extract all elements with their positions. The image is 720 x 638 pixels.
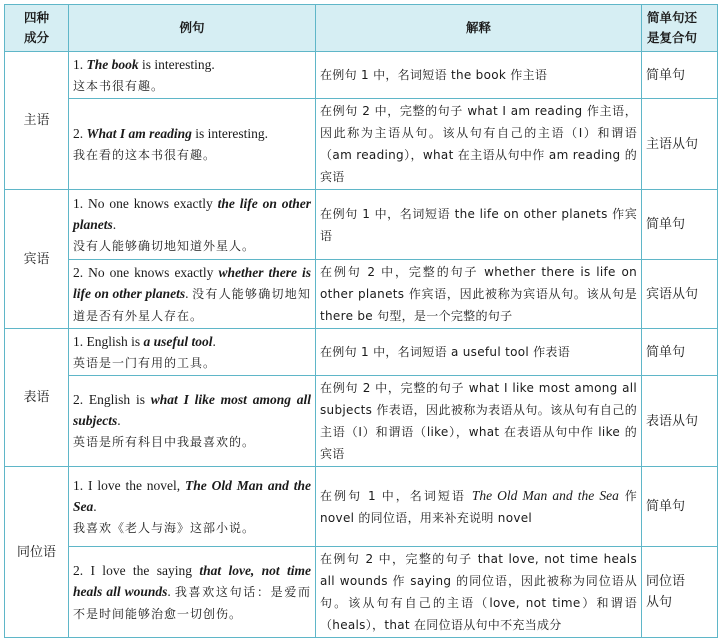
example-chinese: 这本书很有趣。 xyxy=(73,78,165,93)
example-chinese: 我喜欢《老人与海》这部小说。 xyxy=(73,520,256,535)
explanation-text: 在例句 2 中，完整的句子 what I like most among all subjects 作表语，因此被称为表语从句。该从句有自己的主语（I）和谓语（like），what 在表语从句中作 like 的宾语 xyxy=(320,381,637,461)
text-run: 2. English is xyxy=(73,392,151,407)
text-run: . xyxy=(93,498,97,514)
sentence-type-cell: 简单句 xyxy=(642,52,718,99)
explanation-text: 在例句 1 中，名词短语 xyxy=(320,488,472,503)
explanation-cell xyxy=(316,260,642,329)
example-chinese-line xyxy=(73,144,311,166)
example-chinese-line xyxy=(73,352,311,374)
text-run: . xyxy=(112,216,117,232)
text-run: . xyxy=(212,333,216,349)
table-row xyxy=(5,467,718,547)
example-chinese-line xyxy=(73,517,311,539)
text-run: 1. English is xyxy=(73,333,144,349)
table-row xyxy=(5,260,718,329)
explanation-cell xyxy=(316,329,642,376)
table-row xyxy=(5,547,718,638)
role-cell: 同位语 xyxy=(5,467,69,638)
example-highlight: what I like most among all subjects xyxy=(73,392,311,428)
explanation-text: 在例句 2 中，完整的句子 what I am reading 作主语，因此称为主语从句。该从句有自己的主语（I）和谓语（am reading），what 在主语从句中作 am reading 的宾语 xyxy=(320,104,637,184)
text-run: 1. xyxy=(73,56,87,72)
example-highlight: What I am reading xyxy=(86,125,192,141)
explanation-cell xyxy=(316,467,642,547)
explanation-italic: The Old Man and the Sea xyxy=(471,487,619,503)
example-cell xyxy=(69,190,316,260)
example-chinese-line xyxy=(73,235,311,257)
example-english xyxy=(73,123,311,144)
explanation-cell xyxy=(316,376,642,467)
sentence-type-cell: 主语从句 xyxy=(642,99,718,190)
example-cell xyxy=(69,376,316,467)
header-explanation: 解释 xyxy=(316,5,642,52)
sentence-type-cell: 宾语从句 xyxy=(642,260,718,329)
text-run: is interesting. xyxy=(138,56,215,72)
example-highlight: The book xyxy=(86,56,139,72)
text-run: . xyxy=(167,583,175,599)
text-run: is interesting. xyxy=(191,125,269,141)
example-highlight: the life on other planets xyxy=(73,195,311,232)
example-cell xyxy=(69,52,316,99)
explanation-text: 在例句 1 中，名词短语 the life on other planets 作宾语 xyxy=(320,206,637,243)
example-cell xyxy=(69,547,316,638)
header-row xyxy=(5,5,718,52)
text-run: 1. No one knows exactly xyxy=(73,195,218,211)
role-cell: 主语 xyxy=(5,52,69,190)
example-chinese: 没有人能够确切地知道外星人。 xyxy=(73,238,256,253)
text-run: 2. I love the saying xyxy=(73,562,200,578)
table-row xyxy=(5,99,718,190)
example-chinese-line xyxy=(73,431,311,453)
explanation-cell xyxy=(316,190,642,260)
example-cell xyxy=(69,99,316,190)
grammar-table xyxy=(4,4,718,638)
example-english xyxy=(73,193,311,235)
explanation-cell xyxy=(316,99,642,190)
header-role: 四种 成分 xyxy=(5,5,69,52)
example-chinese: 我在看的这本书很有趣。 xyxy=(73,147,217,162)
example-cell xyxy=(69,329,316,376)
explanation-cell xyxy=(316,52,642,99)
example-chinese-line xyxy=(73,75,311,97)
table-row xyxy=(5,329,718,376)
example-english xyxy=(73,54,311,75)
example-chinese: 没有人能够确切地知道是否有外星人存在。 xyxy=(73,286,311,323)
table-row xyxy=(5,376,718,467)
example-english xyxy=(73,389,311,431)
example-english xyxy=(73,475,311,517)
header-type: 简单句还 是复合句 xyxy=(642,5,718,52)
sentence-type-cell: 简单句 xyxy=(642,190,718,260)
sentence-type-cell: 简单句 xyxy=(642,467,718,547)
example-english xyxy=(73,262,311,327)
example-highlight: The Old Man and the Sea xyxy=(73,477,311,514)
example-chinese: 英语是一门有用的工具。 xyxy=(73,355,217,370)
example-highlight: whether there is life on other planets xyxy=(73,264,311,301)
text-run: . xyxy=(117,413,121,428)
role-cell: 宾语 xyxy=(5,190,69,329)
text-run: 2. xyxy=(73,125,87,141)
explanation-text: 在例句 2 中，完整的句子 whether there is life on other planets 作宾语，因此被称为宾语从句。该从句是 there be 句型，是一个完整的句子 xyxy=(320,265,637,323)
explanation-text: 在例句 2 中，完整的句子 that love, not time heals all wounds 作 saying 的同位语，因此被称为同位语从句。该从句有自己的主语（love, not time）和谓语（heals），that 在同位语从句中不充当成分 xyxy=(320,552,637,632)
example-highlight: that love, not time heals all wounds xyxy=(73,562,312,599)
table-body xyxy=(5,52,718,638)
table-row xyxy=(5,52,718,99)
text-run: 2. No one knows exactly xyxy=(73,264,219,280)
sentence-type-cell: 简单句 xyxy=(642,329,718,376)
explanation-cell xyxy=(316,547,642,638)
example-cell xyxy=(69,260,316,329)
example-english xyxy=(73,331,311,352)
explanation-text: 作 novel 的同位语，用来补充说明 novel xyxy=(320,488,638,525)
example-cell xyxy=(69,467,316,547)
explanation-text: 在例句 1 中，名词短语 a useful tool 作表语 xyxy=(320,345,571,359)
text-run: . xyxy=(185,285,193,301)
table-row xyxy=(5,190,718,260)
example-chinese: 英语是所有科目中我最喜欢的。 xyxy=(73,435,256,449)
example-highlight: a useful tool xyxy=(143,333,213,349)
example-english xyxy=(73,560,311,625)
role-cell: 表语 xyxy=(5,329,69,467)
explanation-text: 在例句 1 中，名词短语 the book 作主语 xyxy=(320,68,548,82)
header-example: 例句 xyxy=(69,5,316,52)
sentence-type-cell: 表语从句 xyxy=(642,376,718,467)
example-chinese: 我喜欢这句话：是爱而不是时间能够治愈一切创伤。 xyxy=(73,584,311,621)
sentence-type-cell: 同位语 从句 xyxy=(642,547,718,638)
text-run: 1. I love the novel, xyxy=(73,477,186,493)
